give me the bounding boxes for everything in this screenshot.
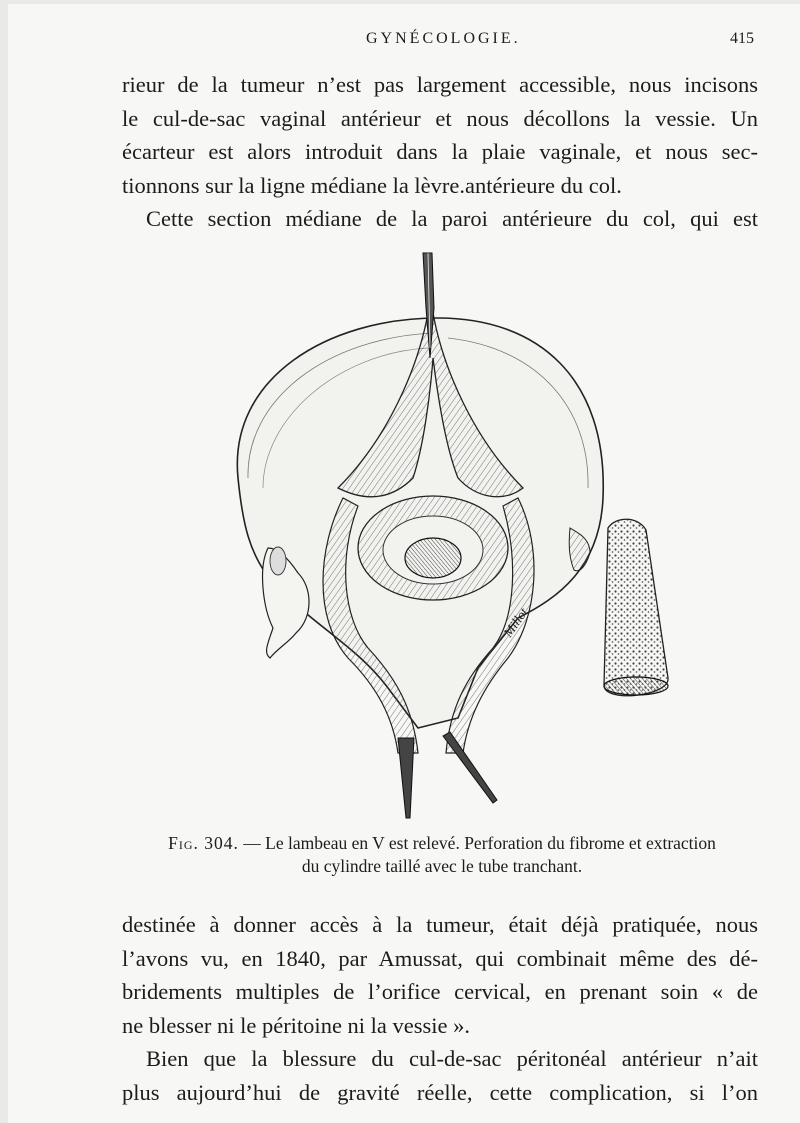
text-line: plus aujourd’hui de gravité réelle, cette complication, si l’on — [122, 1079, 758, 1105]
caption-text-1: — Le lambeau en V est relevé. Perforation du fibrome et extraction — [238, 833, 716, 853]
anatomical-illustration — [218, 248, 678, 828]
figure-label: Fig. 304. — [168, 833, 239, 853]
caption-line-1 — [122, 832, 762, 855]
text-line: le cul-de-sac vaginal antérieur et nous décollons la vessie. Un — [122, 105, 758, 131]
text-line: l’avons vu, en 1840, par Amussat, qui combinait même des dé- — [122, 945, 758, 971]
text-line: tionnons sur la ligne médiane la lèvre.antérieure du col. — [122, 172, 622, 198]
paragraph-bottom — [122, 908, 758, 1109]
text-line: destinée à donner accès à la tumeur, était déjà pratiquée, nous — [122, 912, 758, 937]
running-head-title: GYNÉCOLOGIE. — [366, 30, 521, 47]
text-line: Cette section médiane de la paroi antérieure du col, qui est — [146, 206, 758, 231]
text-line: bridements multiples de l’orifice cervical, en prenant soin « de — [122, 979, 758, 1004]
page-number: 415 — [730, 30, 754, 47]
figure-caption — [122, 832, 762, 878]
extracted-cylinder — [604, 519, 668, 695]
running-head — [0, 30, 800, 50]
artist-signature: Millot — [500, 605, 531, 640]
text-line: écarteur est alors introduit dans la plaie vaginale, et nous sec- — [122, 139, 758, 164]
paragraph-top — [122, 68, 758, 236]
lower-forceps-left — [398, 738, 414, 818]
text-line: rieur de la tumeur n’est pas largement accessible, nous incisons — [122, 72, 758, 97]
lower-forceps-right — [443, 732, 497, 803]
caption-line-2: du cylindre taillé avec le tube tranchant. — [301, 856, 583, 876]
text-line: ne blesser ni le péritoine ni la vessie ». — [122, 1012, 471, 1038]
perforation — [405, 538, 461, 578]
text-line: Bien que la blessure du cul-de-sac péritonéal antérieur n’ait — [146, 1046, 758, 1071]
